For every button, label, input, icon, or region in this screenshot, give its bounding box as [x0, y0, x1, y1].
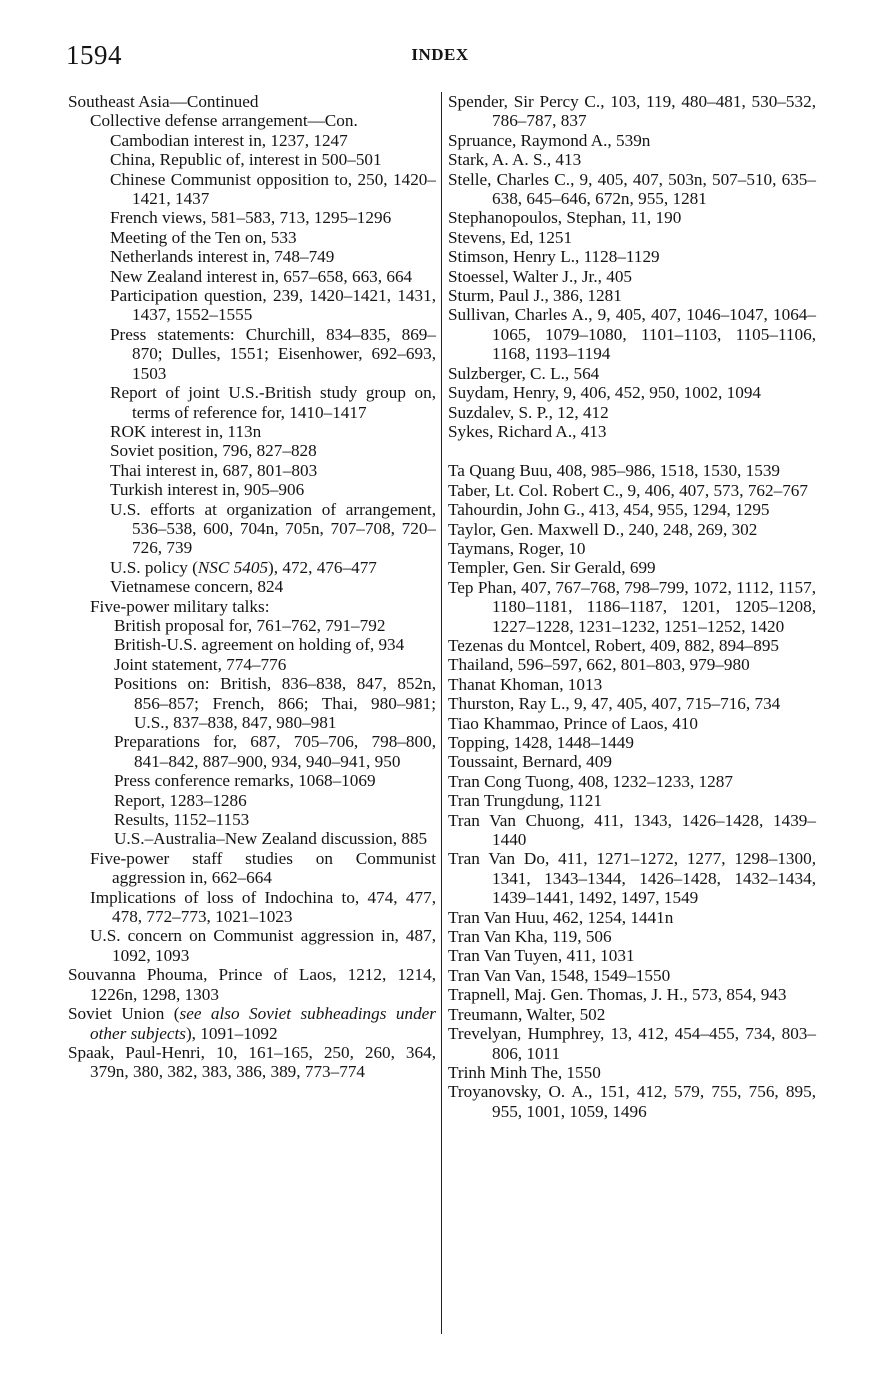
- index-entry: Stevens, Ed, 1251: [448, 227, 573, 247]
- index-entry: Cambodian interest in, 1237, 1247: [110, 130, 348, 150]
- index-entry: Taymans, Roger, 10: [448, 538, 586, 558]
- index-entry: Stephanopoulos, Stephan, 11, 190: [448, 208, 682, 228]
- index-entry: Tran Van Kha, 119, 506: [448, 927, 612, 947]
- index-entry: British-U.S. agreement on holding of, 934: [114, 635, 405, 655]
- index-entry: Treumann, Walter, 502: [448, 1004, 606, 1024]
- index-entry: Soviet position, 796, 827–828: [110, 441, 317, 461]
- index-entry: Tran Van Huu, 462, 1254, 1441n: [448, 907, 674, 927]
- index-entry: Vietnamese concern, 824: [110, 577, 284, 597]
- index-entry: Suzdalev, S. P., 12, 412: [448, 402, 609, 422]
- index-entry: Soviet Union (see also Soviet subheadings under other subjects), 1091–1092: [68, 1004, 436, 1043]
- index-entry: Results, 1152–1153: [114, 810, 250, 830]
- index-entry: China, Republic of, interest in 500–501: [110, 150, 382, 170]
- index-entry: Netherlands interest in, 748–749: [110, 247, 335, 267]
- index-entry: Thurston, Ray L., 9, 47, 405, 407, 715–716, 734: [448, 694, 781, 714]
- index-entry: Templer, Gen. Sir Gerald, 699: [448, 558, 656, 578]
- column-divider: [441, 92, 442, 1334]
- index-entry: Tezenas du Montcel, Robert, 409, 882, 894–895: [448, 635, 780, 655]
- index-entry: Tran Cong Tuong, 408, 1232–1233, 1287: [448, 771, 733, 791]
- index-entry: New Zealand interest in, 657–658, 663, 664: [110, 266, 413, 286]
- index-entry: Taber, Lt. Col. Robert C., 9, 406, 407, 573, 762–767: [448, 480, 808, 500]
- italic-reference: see also Soviet subheadings under other subjects: [90, 1004, 436, 1043]
- index-entry: U.S.–Australia–New Zealand discussion, 885: [114, 829, 428, 849]
- index-entry: Press statements: Churchill, 834–835, 869–870; Dulles, 1551; Eisenhower, 692–693, 1503: [110, 324, 436, 383]
- index-entry: Thanat Khoman, 1013: [448, 674, 603, 694]
- running-head: INDEX: [411, 45, 469, 64]
- index-entry: Stimson, Henry L., 1128–1129: [448, 247, 660, 267]
- index-entry: Sullivan, Charles A., 9, 405, 407, 1046–1047, 1064–1065, 1079–1080, 1101–1103, 1105–1106, 1168, 1193–1194: [448, 305, 816, 364]
- index-entry: Suydam, Henry, 9, 406, 452, 950, 1002, 1094: [448, 383, 762, 403]
- index-entry: Report, 1283–1286: [114, 790, 247, 810]
- index-entry: Stelle, Charles C., 9, 405, 407, 503n, 507–510, 635–638, 645–646, 672n, 955, 1281: [448, 169, 816, 209]
- index-entry: Report of joint U.S.-British study group on, terms of reference for, 1410–1417: [110, 383, 436, 422]
- index-entry: Collective defense arrangement—Con.: [90, 111, 358, 131]
- index-entry: Joint statement, 774–776: [114, 654, 287, 674]
- index-entry: Press conference remarks, 1068–1069: [114, 771, 376, 791]
- index-entry: Five-power military talks:: [90, 596, 270, 616]
- page-number: 1594: [66, 40, 122, 70]
- index-entry: Trevelyan, Humphrey, 13, 412, 454–455, 734, 803–806, 1011: [448, 1024, 816, 1063]
- index-entry: Souvanna Phouma, Prince of Laos, 1212, 1214, 1226n, 1298, 1303: [68, 965, 436, 1004]
- index-entry: Sturm, Paul J., 386, 1281: [448, 286, 622, 306]
- index-entry: Implications of loss of Indochina to, 474, 477, 478, 772–773, 1021–1023: [90, 887, 436, 927]
- index-entry: Southeast Asia—Continued: [68, 92, 259, 111]
- index-entry: Topping, 1428, 1448–1449: [448, 733, 634, 752]
- index-entry: Tran Van Tuyen, 411, 1031: [448, 946, 635, 966]
- index-entry: Tran Van Chuong, 411, 1343, 1426–1428, 1439–1440: [448, 810, 816, 850]
- index-entry: U.S. efforts at organization of arrangement, 536–538, 600, 704n, 705n, 707–708, 720–726, 739: [110, 499, 436, 558]
- index-entry: Turkish interest in, 905–906: [110, 480, 305, 500]
- index-entry: French views, 581–583, 713, 1295–1296: [110, 208, 392, 228]
- index-entry: Trapnell, Maj. Gen. Thomas, J. H., 573, 854, 943: [448, 985, 787, 1005]
- index-entry: Sykes, Richard A., 413: [448, 421, 607, 441]
- index-entry: Ta Quang Buu, 408, 985–986, 1518, 1530, 1539: [448, 461, 781, 481]
- index-entry: Meeting of the Ten on, 533: [110, 227, 297, 247]
- entry-gap: [448, 441, 816, 461]
- index-entry: Trinh Minh The, 1550: [448, 1062, 601, 1082]
- index-entry: Sulzberger, C. L., 564: [448, 363, 600, 383]
- index-entry: Positions on: British, 836–838, 847, 852n, 856–857; French, 866; Thai, 980–981; U.S., 837–838, 847, 980–981: [114, 674, 436, 732]
- index-entry: Troyanovsky, O. A., 151, 412, 579, 755, 756, 895, 955, 1001, 1059, 1496: [448, 1082, 816, 1121]
- index-entry: Spruance, Raymond A., 539n: [448, 130, 651, 150]
- index-entry: Thai interest in, 687, 801–803: [110, 460, 318, 480]
- italic-reference: NSC 5405: [197, 557, 269, 577]
- index-entry: Tran Van Do, 411, 1271–1272, 1277, 1298–1300, 1341, 1343–1344, 1426–1428, 1432–1434, 1439–1441, 1492, 1497, 1549: [448, 849, 816, 908]
- index-entry: Preparations for, 687, 705–706, 798–800, 841–842, 887–900, 934, 940–941, 950: [114, 732, 436, 771]
- index-entry: Stoessel, Walter J., Jr., 405: [448, 266, 633, 286]
- index-entry: British proposal for, 761–762, 791–792: [114, 615, 386, 635]
- index-entry: Stark, A. A. S., 413: [448, 150, 582, 170]
- index-entry: U.S. concern on Communist aggression in, 487, 1092, 1093: [90, 926, 436, 965]
- index-entry: Tahourdin, John G., 413, 454, 955, 1294, 1295: [448, 500, 770, 520]
- index-entry: Participation question, 239, 1420–1421, 1431, 1437, 1552–1555: [110, 286, 436, 325]
- index-entry: Taylor, Gen. Maxwell D., 240, 248, 269, 302: [448, 519, 758, 539]
- index-entry: Toussaint, Bernard, 409: [448, 752, 612, 772]
- index-entry: Tran Van Van, 1548, 1549–1550: [448, 965, 671, 985]
- index-entry: Tiao Khammao, Prince of Laos, 410: [448, 713, 698, 733]
- index-entry: Spender, Sir Percy C., 103, 119, 480–481, 530–532, 786–787, 837: [448, 92, 816, 131]
- index-entry: U.S. policy (NSC 5405), 472, 476–477: [110, 557, 377, 577]
- index-entry: Tran Trungdung, 1121: [448, 791, 602, 811]
- index-column-left: [68, 92, 436, 1082]
- index-entry: Tep Phan, 407, 767–768, 798–799, 1072, 1112, 1157, 1180–1181, 1186–1187, 1201, 1205–1208, 1227–1228, 1231–1232, 1251–1252, 1420: [448, 577, 816, 636]
- index-entry: Chinese Communist opposition to, 250, 1420–1421, 1437: [110, 169, 436, 209]
- index-entry: Five-power staff studies on Communist aggression in, 662–664: [90, 848, 436, 888]
- index-entry: Thailand, 596–597, 662, 801–803, 979–980: [448, 655, 750, 675]
- index-entry: Spaak, Paul-Henri, 10, 161–165, 250, 260, 364, 379n, 380, 382, 383, 386, 389, 773–774: [68, 1042, 436, 1082]
- index-column-right: [448, 92, 816, 1121]
- index-entry: ROK interest in, 113n: [110, 421, 262, 441]
